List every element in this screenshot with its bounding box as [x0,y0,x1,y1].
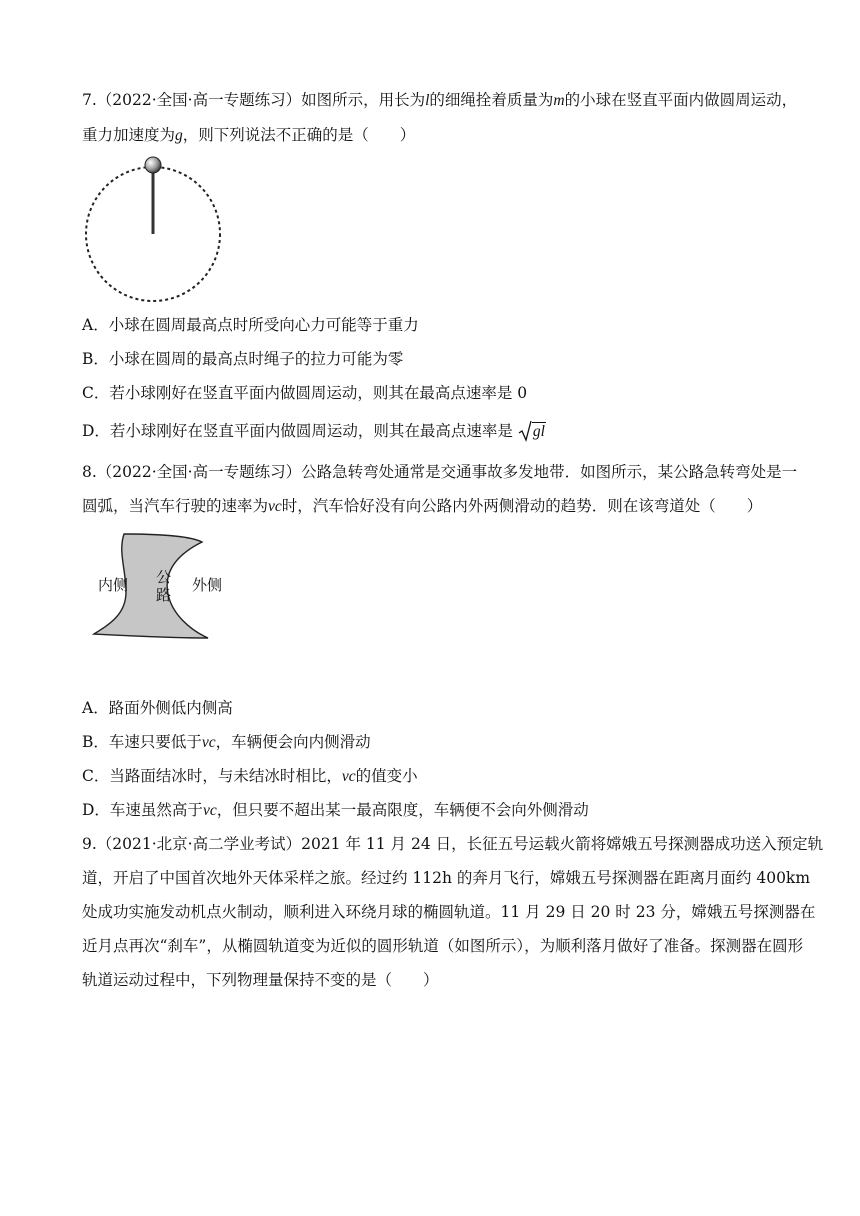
q8-option-b-b: ，车辆便会向内侧滑动 [215,733,371,751]
circular-motion-figure [80,150,230,305]
q7-stem-line-1 [82,90,797,111]
var-vc: vc [268,498,282,515]
q8-option-c-b: 的值变小 [355,767,418,785]
q8-option-c-a: C．当路面结冰时，与未结冰时相比， [82,767,342,785]
q7-line2-a: 重力加速度为 [82,126,176,144]
sqrt-sign-icon [518,420,532,442]
var-m: m [553,92,565,109]
q7-header: 7.（2022·全国·高一专题练习）如图所示，用长为 [82,91,426,109]
q7-option-c: C．若小球刚好在竖直平面内做圆周运动，则其在最高点速率是 0 [82,384,528,402]
q8-option-a: A．路面外侧低内侧高 [82,699,233,717]
q9-stem-line-5: 轨道运动过程中，下列物理量保持不变的是（ ） [82,971,439,989]
q7-option-d-text: D．若小球刚好在竖直平面内做圆周运动，则其在最高点速率是 [82,422,513,440]
road-curve-figure [80,528,240,643]
q7-mid1: 的细绳拴着质量为 [429,91,554,109]
q8-option-d-b: ，但只要不超出某一最高限度，车辆便不会向外侧滑动 [216,801,589,819]
var-g: g [175,127,183,144]
q8-stem-line-2 [82,496,762,517]
q8-option-d-a: D．车速虽然高于 [82,801,203,819]
var-vc: vc [341,768,356,785]
q7-option-d [82,420,546,442]
q8-line2-a: 圆弧，当汽车行驶的速率为 [82,497,269,515]
road-label-char-1: 公 [156,569,172,586]
var-vc: vc [202,802,217,819]
q9-stem-line-4: 近月点再次“刹车”，从椭圆轨道变为近似的圆形轨道（如图所示），为顺利落月做好了准备。探测器在圆形 [82,937,804,955]
var-l: l [425,92,430,109]
q7-mid2: 的小球在竖直平面内做圆周运动， [564,91,798,109]
q8-option-d [82,800,589,821]
ball-icon [145,157,161,173]
q7-stem-line-2 [82,125,415,146]
sqrt-radicand: gl [532,423,545,440]
q9-stem-line-2: 道，开启了中国首次地外天体采样之旅。经过约 112h 的奔月飞行，嫦娥五号探测器在距离月面约 400km [82,869,811,887]
q8-line2-b: 时，汽车恰好没有向公路内外两侧滑动的趋势．则在该弯道处（ ） [281,497,763,515]
var-vc: vc [201,734,216,751]
sqrt-expression [518,420,546,442]
q7-option-b: B．小球在圆周的最高点时绳子的拉力可能为零 [82,350,404,368]
q9-stem-line-1: 9.（2021·北京·高二学业考试）2021 年 11 月 24 日，长征五号运载火箭将嫦娥五号探测器成功送入预定轨 [82,835,824,853]
outer-side-label: 外侧 [192,577,223,594]
q8-option-c [82,766,418,787]
q7-option-a: A．小球在圆周最高点时所受向心力可能等于重力 [82,316,419,334]
q9-stem-line-3: 处成功实施发动机点火制动，顺利进入环绕月球的椭圆轨道。11 月 29 日 20 时 23 分，嫦娥五号探测器在 [82,903,816,921]
q8-stem-line-1: 8.（2022·全国·高一专题练习）公路急转弯处通常是交通事故多发地带．如图所示，某公路急转弯处是一 [82,463,798,481]
q8-option-b [82,732,371,753]
q8-option-b-a: B．车速只要低于 [82,733,202,751]
road-label-char-2: 路 [156,587,172,604]
q7-line2-b: ，则下列说法不正确的是（ ） [182,126,416,144]
inner-side-label: 内侧 [98,577,129,594]
